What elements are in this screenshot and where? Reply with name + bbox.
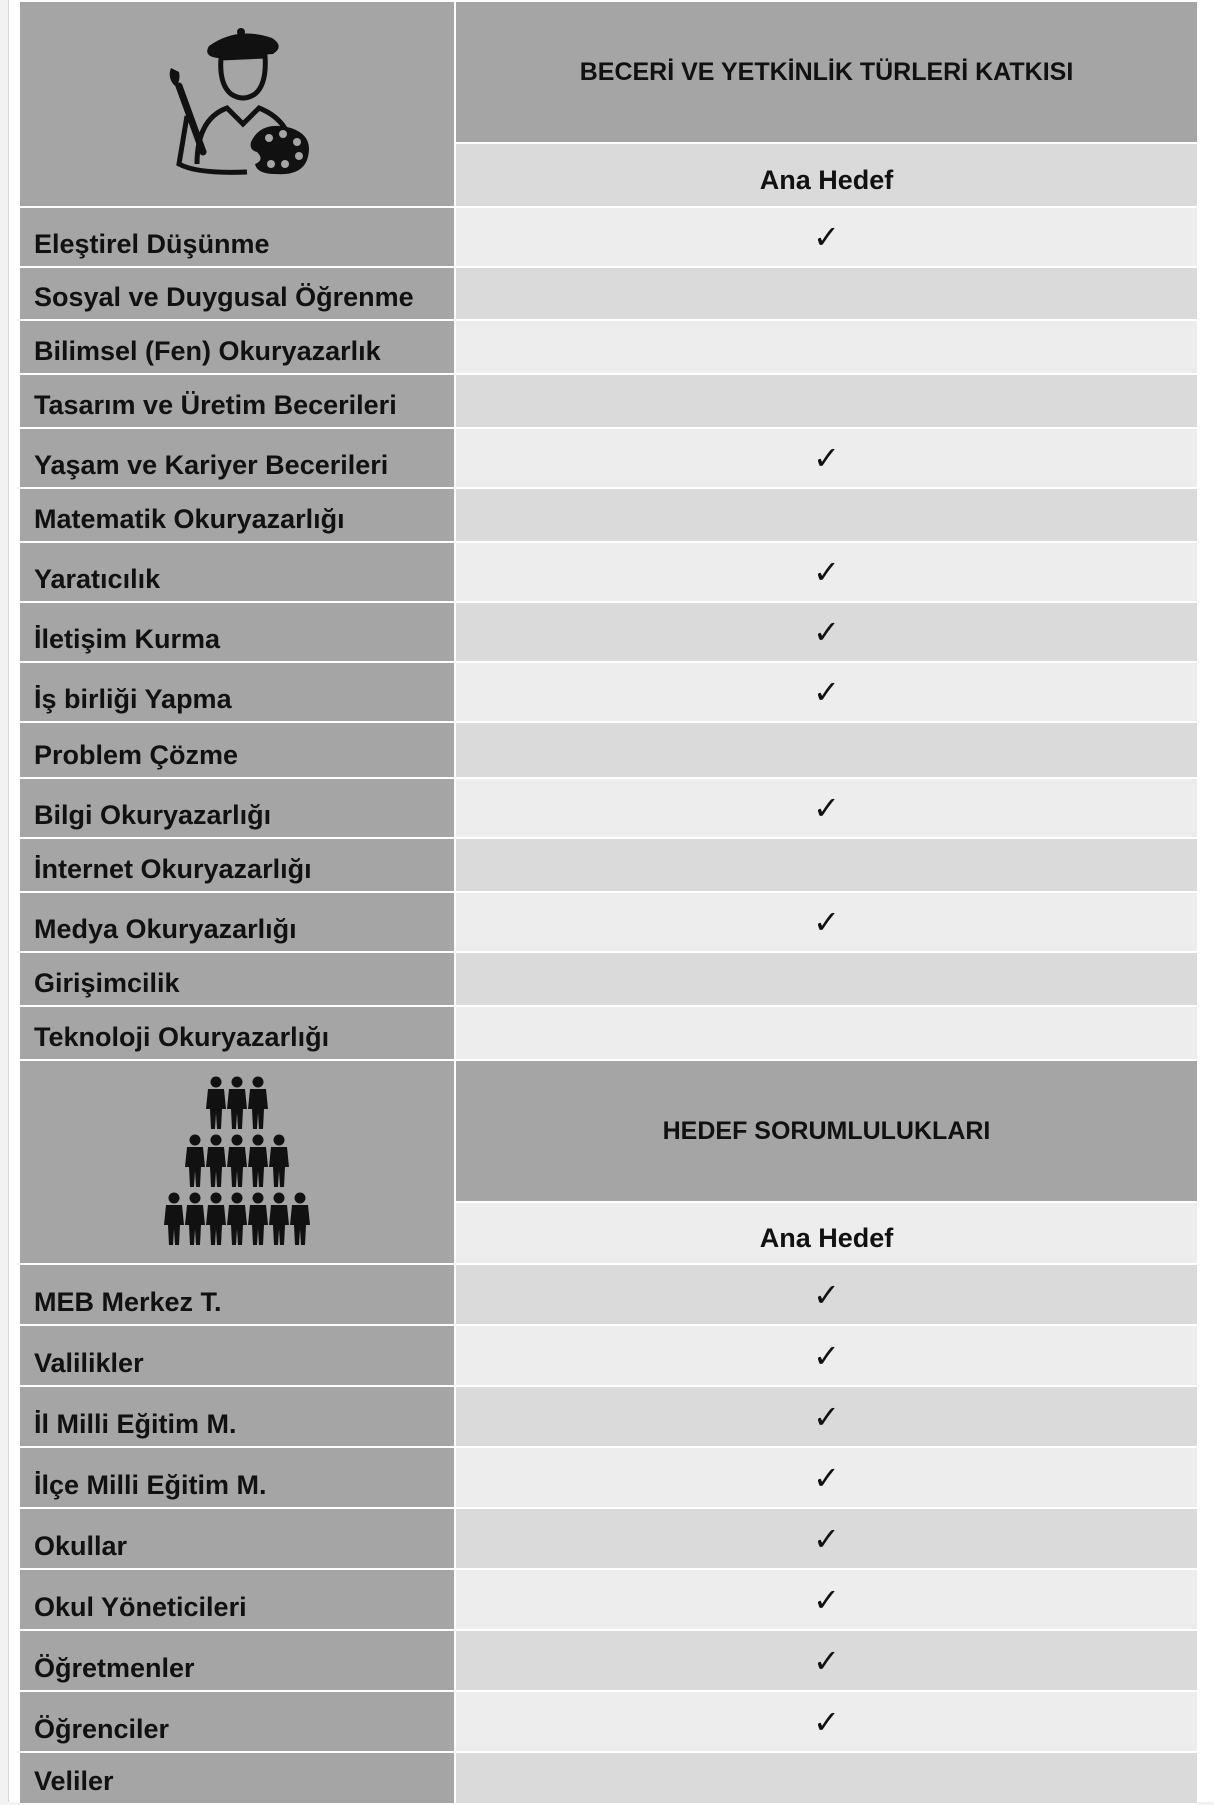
table-row	[20, 1509, 1197, 1570]
row-label: Problem Çözme	[20, 723, 456, 777]
person-icon	[206, 1135, 226, 1188]
row-label: Öğretmenler	[20, 1631, 456, 1690]
section1-rows	[20, 208, 1197, 1061]
row-value-cell	[456, 429, 1197, 487]
row-label: Tasarım ve Üretim Becerileri	[20, 375, 456, 427]
person-icon	[227, 1077, 247, 1130]
row-value-cell	[456, 953, 1197, 1005]
check-mark-icon: ✓	[813, 903, 840, 941]
row-value-cell	[456, 1448, 1197, 1507]
table-row	[20, 953, 1197, 1007]
check-mark-icon: ✓	[813, 1702, 840, 1741]
check-mark-icon: ✓	[813, 1336, 840, 1375]
row-label: Okul Yöneticileri	[20, 1570, 456, 1629]
row-value-cell	[456, 839, 1197, 891]
row-label: Okullar	[20, 1509, 456, 1568]
row-value-cell	[456, 1509, 1197, 1568]
row-value-cell	[456, 489, 1197, 541]
row-value-cell	[456, 1265, 1197, 1324]
person-icon	[185, 1193, 205, 1246]
row-label: İlçe Milli Eğitim M.	[20, 1448, 456, 1507]
row-label: İnternet Okuryazarlığı	[20, 839, 456, 891]
person-icon	[164, 1193, 184, 1246]
row-label: Öğrenciler	[20, 1692, 456, 1751]
table-row	[20, 723, 1197, 779]
person-icon	[248, 1077, 268, 1130]
table-row	[20, 1265, 1197, 1326]
check-mark-icon: ✓	[813, 218, 840, 256]
table-row	[20, 603, 1197, 663]
person-icon	[290, 1193, 310, 1246]
row-value-cell	[456, 779, 1197, 837]
row-value-cell	[456, 603, 1197, 661]
check-mark-icon: ✓	[813, 1458, 840, 1497]
check-mark-icon: ✓	[813, 439, 840, 477]
row-label: Yaşam ve Kariyer Becerileri	[20, 429, 456, 487]
row-label: Bilimsel (Fen) Okuryazarlık	[20, 321, 456, 373]
table-row	[20, 489, 1197, 543]
table-row	[20, 1570, 1197, 1631]
person-icon	[185, 1135, 205, 1188]
row-value-cell	[456, 1692, 1197, 1751]
person-icon	[227, 1135, 247, 1188]
row-value-cell	[456, 1753, 1197, 1803]
table-row	[20, 429, 1197, 489]
row-value-cell	[456, 375, 1197, 427]
table-row	[20, 1448, 1197, 1509]
table-row	[20, 1753, 1197, 1805]
table-row	[20, 893, 1197, 953]
table-row	[20, 208, 1197, 268]
section1-title: BECERİ VE YETKİNLİK TÜRLERİ KATKISI	[456, 2, 1197, 144]
row-label: İletişim Kurma	[20, 603, 456, 661]
row-value-cell	[456, 208, 1197, 266]
skills-table	[20, 2, 1197, 1805]
row-label: Matematik Okuryazarlığı	[20, 489, 456, 541]
row-label: İl Milli Eğitim M.	[20, 1387, 456, 1446]
row-label: İş birliği Yapma	[20, 663, 456, 721]
section1-column-header: Ana Hedef	[456, 144, 1197, 206]
section1-header	[20, 2, 1197, 208]
row-label: Sosyal ve Duygusal Öğrenme	[20, 268, 456, 319]
table-row	[20, 1326, 1197, 1387]
person-icon	[206, 1077, 226, 1130]
row-value-cell	[456, 1387, 1197, 1446]
check-mark-icon: ✓	[813, 789, 840, 827]
row-value-cell	[456, 723, 1197, 777]
row-label: Medya Okuryazarlığı	[20, 893, 456, 951]
row-value-cell	[456, 1326, 1197, 1385]
row-label: Teknoloji Okuryazarlığı	[20, 1007, 456, 1059]
table-row	[20, 839, 1197, 893]
check-mark-icon: ✓	[813, 1580, 840, 1619]
table-row	[20, 1692, 1197, 1753]
row-value-cell	[456, 663, 1197, 721]
check-mark-icon: ✓	[813, 1519, 840, 1558]
table-row	[20, 779, 1197, 839]
row-label: Eleştirel Düşünme	[20, 208, 456, 266]
table-row	[20, 1631, 1197, 1692]
people-pyramid-icon	[20, 1061, 456, 1263]
row-value-cell	[456, 1631, 1197, 1690]
table-row	[20, 663, 1197, 723]
row-value-cell	[456, 268, 1197, 319]
table-row	[20, 375, 1197, 429]
section2-rows	[20, 1265, 1197, 1805]
section2-header	[20, 1061, 1197, 1265]
row-label: Valilikler	[20, 1326, 456, 1385]
check-mark-icon: ✓	[813, 553, 840, 591]
person-icon	[227, 1193, 247, 1246]
check-mark-icon: ✓	[813, 1397, 840, 1436]
table-row	[20, 268, 1197, 321]
check-mark-icon: ✓	[813, 1275, 840, 1314]
table-row	[20, 1007, 1197, 1061]
row-value-cell	[456, 893, 1197, 951]
row-label: Girişimcilik	[20, 953, 456, 1005]
person-icon	[269, 1135, 289, 1188]
row-value-cell	[456, 1570, 1197, 1629]
section2-title: HEDEF SORUMLULUKLARI	[456, 1061, 1197, 1203]
row-value-cell	[456, 543, 1197, 601]
person-icon	[269, 1193, 289, 1246]
row-label: Bilgi Okuryazarlığı	[20, 779, 456, 837]
row-value-cell	[456, 321, 1197, 373]
check-mark-icon: ✓	[813, 613, 840, 651]
person-icon	[248, 1135, 268, 1188]
artist-icon	[20, 2, 456, 206]
check-mark-icon: ✓	[813, 1641, 840, 1680]
section2-column-header: Ana Hedef	[456, 1203, 1197, 1263]
table-row	[20, 1387, 1197, 1448]
person-icon	[206, 1193, 226, 1246]
check-mark-icon: ✓	[813, 673, 840, 711]
row-label: Yaratıcılık	[20, 543, 456, 601]
row-label: MEB Merkez T.	[20, 1265, 456, 1324]
row-value-cell	[456, 1007, 1197, 1059]
row-label: Veliler	[20, 1753, 456, 1803]
person-icon	[248, 1193, 268, 1246]
table-row	[20, 321, 1197, 375]
table-row	[20, 543, 1197, 603]
